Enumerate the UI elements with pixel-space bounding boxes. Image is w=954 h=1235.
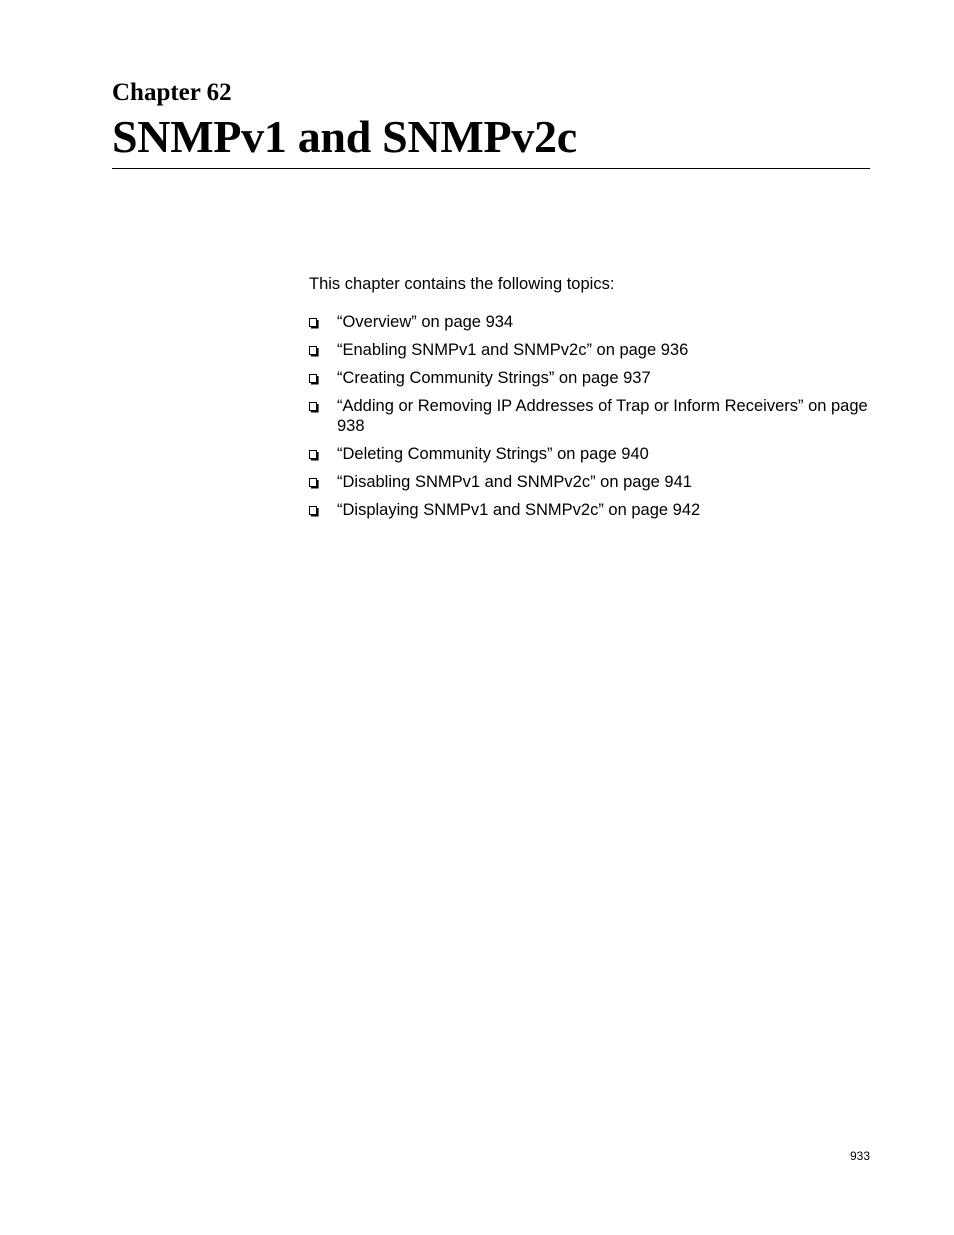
intro-text: This chapter contains the following topics: — [309, 275, 615, 293]
topic-item — [309, 396, 869, 436]
topic-link[interactable]: “Adding or Removing IP Addresses of Trap or Inform Receivers” on page 938 — [337, 397, 868, 435]
topic-link[interactable]: “Overview” on page 934 — [337, 313, 514, 331]
box-bullet-icon — [309, 448, 320, 461]
topic-item — [309, 368, 869, 388]
topic-link[interactable]: “Disabling SNMPv1 and SNMPv2c” on page 941 — [337, 473, 692, 491]
chapter-contents — [309, 274, 869, 528]
topic-item — [309, 340, 869, 360]
topic-link[interactable]: “Enabling SNMPv1 and SNMPv2c” on page 936 — [337, 341, 689, 359]
box-bullet-icon — [309, 476, 320, 489]
topic-list — [309, 312, 869, 520]
topic-item — [309, 444, 869, 464]
box-bullet-icon — [309, 400, 320, 413]
box-bullet-icon — [309, 372, 320, 385]
topic-link[interactable]: “Deleting Community Strings” on page 940 — [337, 445, 649, 463]
topic-item — [309, 312, 869, 332]
topic-link[interactable]: “Creating Community Strings” on page 937 — [337, 369, 651, 387]
chapter-label: Chapter 62 — [112, 79, 232, 106]
topic-link[interactable]: “Displaying SNMPv1 and SNMPv2c” on page 942 — [337, 501, 701, 519]
topic-item — [309, 472, 869, 492]
box-bullet-icon — [309, 344, 320, 357]
chapter-title: SNMPv1 and SNMPv2c — [112, 111, 577, 162]
box-bullet-icon — [309, 316, 320, 329]
page-number: 933 — [849, 1149, 870, 1163]
topic-item — [309, 500, 869, 520]
box-bullet-icon — [309, 504, 320, 517]
title-divider — [112, 168, 870, 169]
